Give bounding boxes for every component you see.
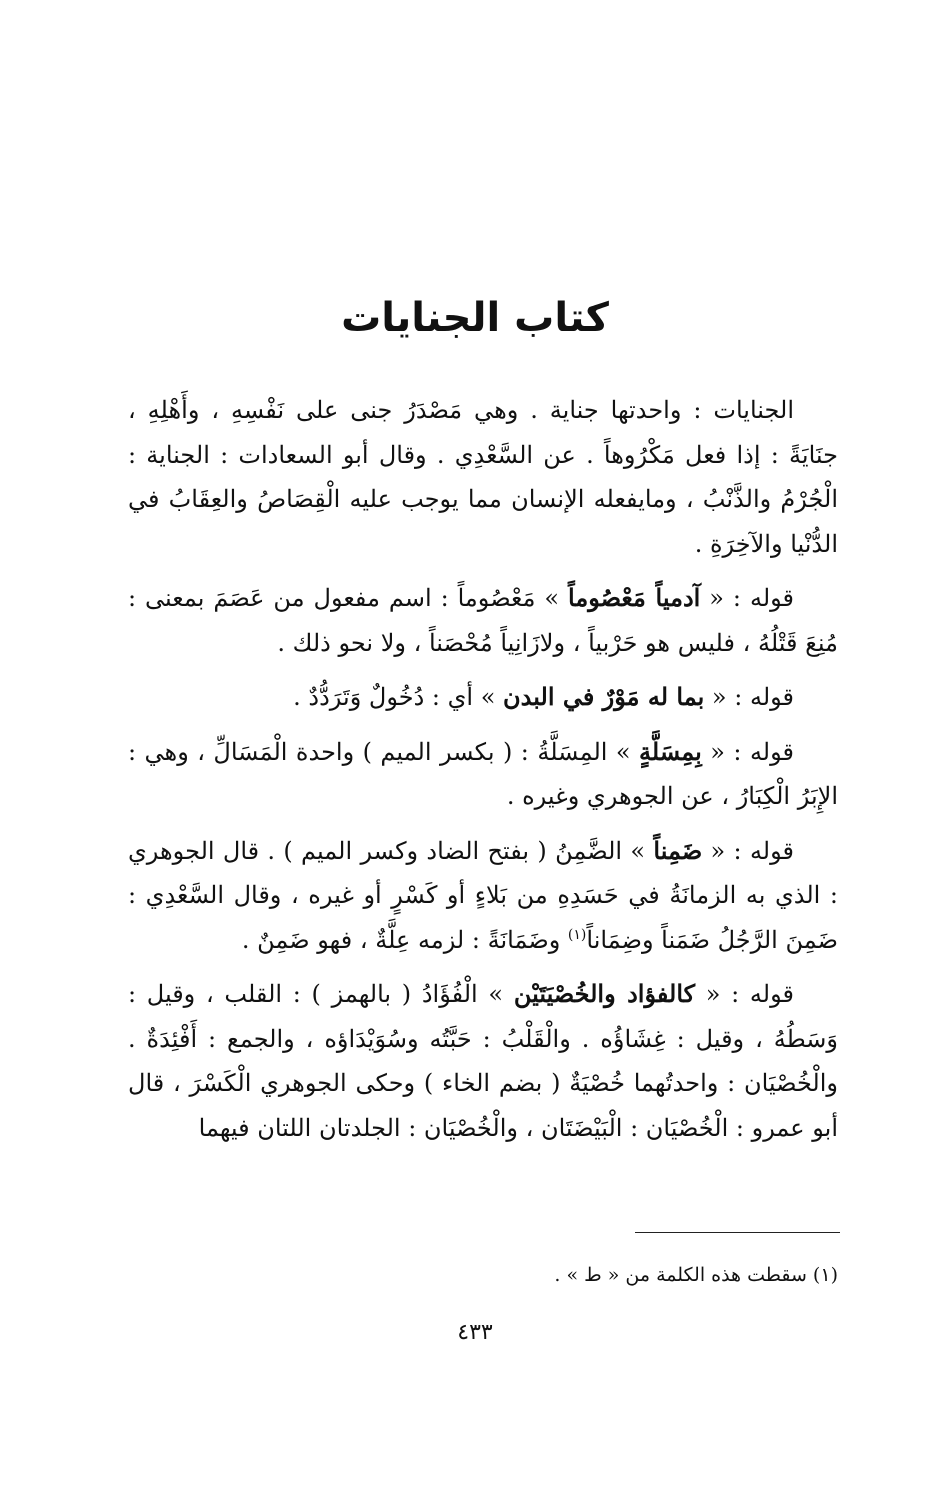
footnote: (١) سقطت هذه الكلمة من « ط » . [554, 1264, 838, 1286]
paragraph-text: » الضَّمِنُ ( بفتح الضاد وكسر الميم ) . قال الجوهري : الذي به الزمانَةُ في حَسَدِهِ من بَلاءٍ أو كَسْرٍ أو غيره ، وقال السَّعْدِي : ضَمِنَ الرَّجُلُ ضَمَناً وضِمَاناً [128, 836, 838, 954]
paragraph-text-after: وضَمَانَةً : لزمه عِلَّةٌ ، فهو ضَمِنٌ . [241, 925, 568, 954]
paragraph-text: الجنايات : واحدتها جناية . وهي مَصْدَرُ جنى على نَفْسِهِ ، وأَهْلِهِ ، جنَايَةً : إذا فعل مَكْرُوهاً . عن السَّعْدِي . وقال أبو السعادات : الجناية : الْجُرْمُ والذَّنْبُ ، ومايفعله الإنسان مما يوجب عليه الْقِصَاصُ والعِقَابُ في الدُّنْيا والآخِرَةِ . [128, 396, 838, 558]
footnote-marker[interactable]: (١) [567, 926, 587, 943]
paragraph-adamiyan [128, 576, 838, 665]
paragraph-misalla [128, 730, 838, 819]
footnote-divider [635, 1232, 840, 1233]
paragraph-text: » مَعْصُوماً : اسم مفعول من عَصَمَ بمعنى : مُنِعَ قَتْلُهُ ، فليس هو حَرْبياً ، ولازَانِياً مُحْصَناً ، ولا نحو ذلك . [128, 584, 838, 657]
paragraph-mawr [128, 675, 838, 720]
paragraph-text: » الْفُؤَادُ ( بالهمز ) : القلب ، وقيل : وَسَطُهُ ، وقيل : غِشَاؤُه . والْقَلْبُ : حَبَّتُه وسُوَيْدَاؤه ، والجمع : أَفْئِدَةٌ . والْخُصْيَان : واحدتُهما خُصْيَةٌ ( بضم الخاء ) وحكى الجوهري الْكَسْرَ ، قال أبو عمرو : الْخُصْيَان : الْبَيْضَتَان ، والْخُصْيَان : الجلدتان اللتان فيهما [128, 980, 838, 1142]
paragraph-fuad [128, 972, 838, 1150]
paragraph-lead: قوله : « [710, 737, 794, 766]
main-text [128, 388, 838, 1150]
paragraph-definition [128, 388, 838, 566]
headword: ضَمِناً [653, 835, 703, 865]
page-number: ٤٣٣ [457, 1320, 493, 1345]
paragraph-text: » المِسَلَّةُ : ( بكسر الميم ) واحدة الْمَسَالِّ ، وهي : الإِبَرُ الْكِبَارُ ، عن الجوهري وغيره . [128, 737, 838, 810]
headword: آدمياً مَعْصُوماً [568, 583, 701, 612]
paragraph-lead: قوله : « [709, 584, 795, 612]
paragraph-lead: قوله : « [705, 980, 794, 1008]
headword: بِمِسَلَّةٍ [639, 736, 702, 766]
chapter-title: كتاب الجنايات [341, 295, 609, 341]
paragraph-text: » أي : دُخُولٌ وَتَرَدُّدٌ . [293, 683, 496, 711]
headword: بما له مَوْرٌ في البدن [503, 682, 705, 711]
paragraph-lead: قوله : « [711, 683, 794, 711]
headword: كالفؤاد والخُصْيَتَيْن [513, 979, 696, 1008]
paragraph-lead: قوله : « [710, 836, 794, 865]
paragraph-damin [128, 829, 838, 963]
